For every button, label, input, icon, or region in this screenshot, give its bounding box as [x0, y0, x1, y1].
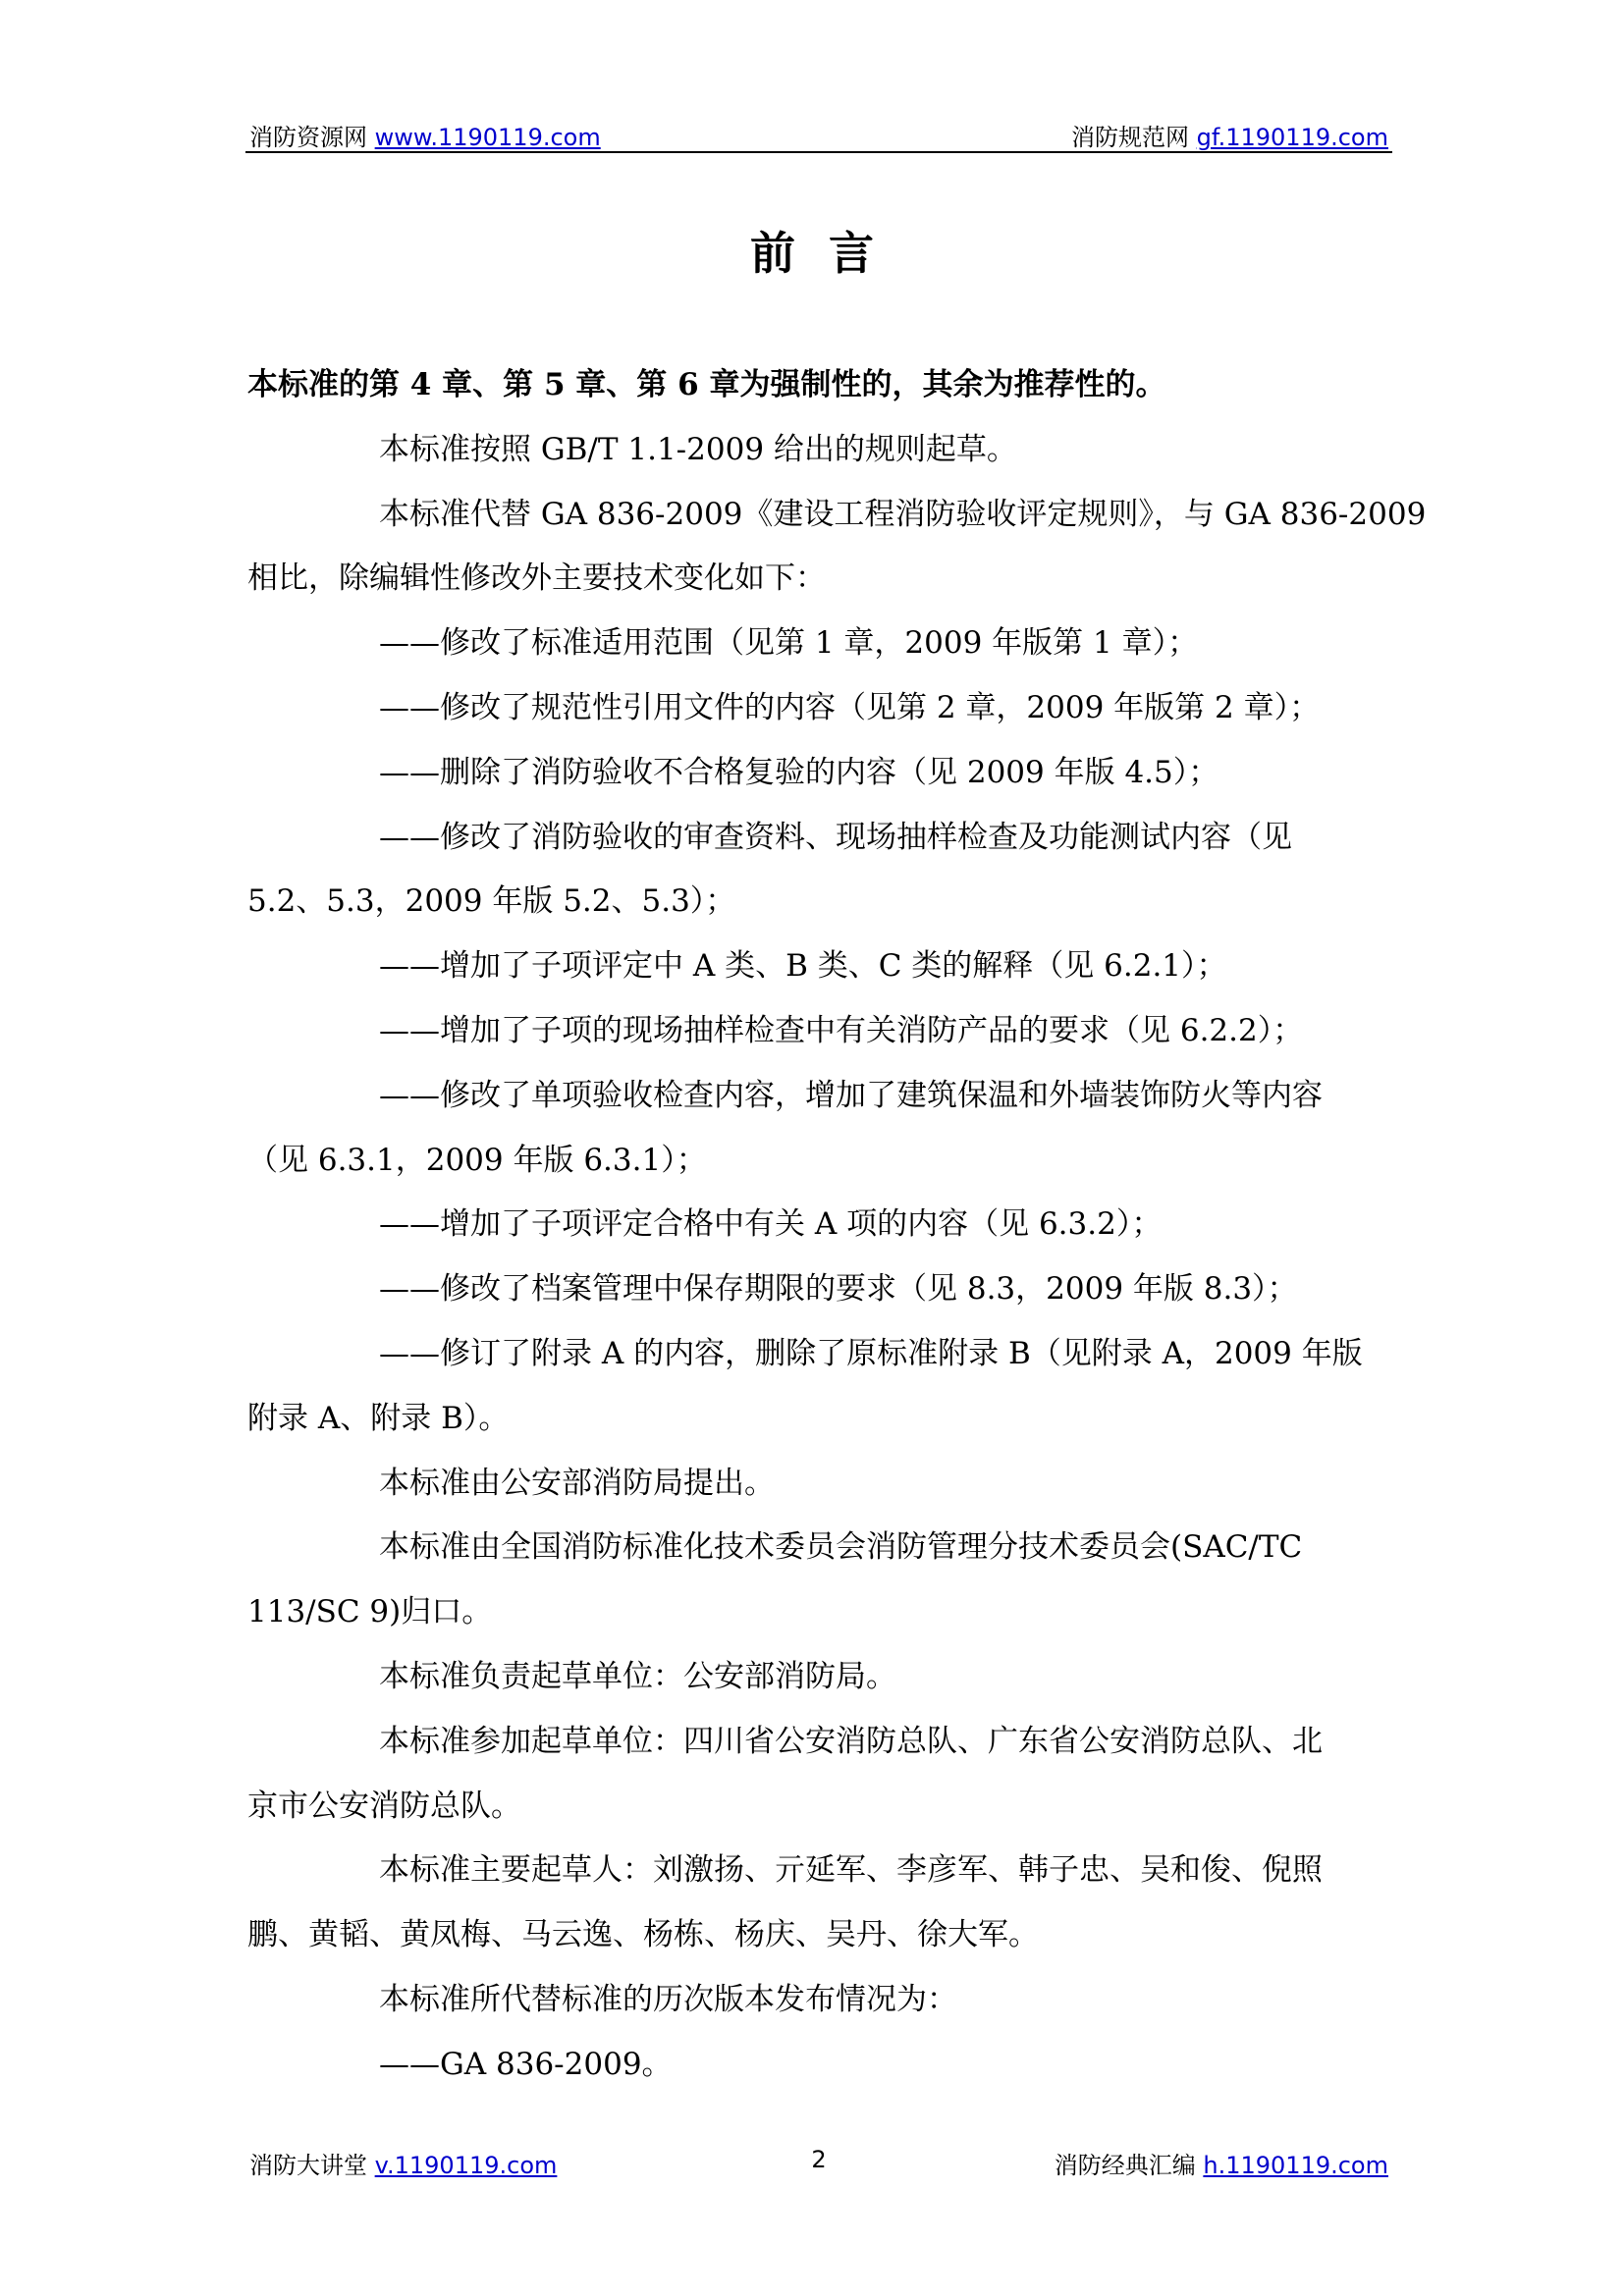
header-left-link[interactable]: www.1190119.com [374, 124, 601, 151]
body-line: ——修改了标准适用范围（见第 1 章，2009 年版第 1 章）； [379, 625, 1199, 662]
body-line: 京市公安消防总队。 [247, 1788, 521, 1824]
document-body [247, 353, 1427, 2098]
body-line: ——删除了消防验收不合格复验的内容（见 2009 年版 4.5）； [379, 754, 1219, 790]
header-right-link[interactable]: gf.1190119.com [1196, 124, 1388, 151]
body-line: ——修改了消防验收的审查资料、现场抽样检查及功能测试内容（见 [379, 819, 1292, 855]
body-line: 本标准主要起草人：刘激扬、亓延军、李彦军、韩子忠、吴和俊、倪照 [379, 1852, 1323, 1889]
footer-right-link[interactable]: h.1190119.com [1203, 2152, 1388, 2179]
body-line: ——增加了子项的现场抽样检查中有关消防产品的要求（见 6.2.2）； [379, 1012, 1304, 1048]
body-line: 本标准代替 GA 836-2009《建设工程消防验收评定规则》，与 GA 836-2009 [379, 496, 1427, 532]
body-line: 鹏、黄韬、黄凤梅、马云逸、杨栋、杨庆、吴丹、徐大军。 [247, 1917, 1039, 1953]
body-line: 本标准由公安部消防局提出。 [379, 1465, 775, 1501]
body-line: 相比，除编辑性修改外主要技术变化如下： [247, 561, 826, 597]
body-line: （见 6.3.1，2009 年版 6.3.1）； [247, 1142, 707, 1178]
page-number: 2 [811, 2146, 827, 2173]
header-left [249, 118, 601, 152]
body-line: 本标准由全国消防标准化技术委员会消防管理分技术委员会(SAC/TC [379, 1529, 1303, 1566]
page-title: 前言 [750, 227, 907, 280]
body-line: ——修改了单项验收检查内容，增加了建筑保温和外墙装饰防火等内容 [379, 1077, 1323, 1113]
body-line: 本标准参加起草单位：四川省公安消防总队、广东省公安消防总队、北 [379, 1723, 1323, 1759]
header-left-site: 消防资源网 [249, 124, 367, 151]
body-line: 113/SC 9)归口。 [247, 1594, 493, 1630]
body-line: 本标准负责起草单位：公安部消防局。 [379, 1658, 896, 1694]
page-header [245, 116, 1392, 153]
footer-right-site: 消防经典汇编 [1054, 2152, 1196, 2179]
body-line: 本标准按照 GB/T 1.1-2009 给出的规则起草。 [379, 431, 1017, 467]
body-line: 本标准所代替标准的历次版本发布情况为： [379, 1981, 957, 2017]
header-right [1071, 118, 1388, 152]
body-line: 附录 A、附录 B）。 [247, 1400, 510, 1436]
body-line: ——修改了规范性引用文件的内容（见第 2 章，2009 年版第 2 章）； [379, 689, 1321, 725]
footer-right [1055, 2146, 1388, 2180]
body-line: ——增加了子项评定中 A 类、B 类、C 类的解释（见 6.2.1）； [379, 948, 1227, 985]
body-line: ——增加了子项评定合格中有关 A 项的内容（见 6.3.2）； [379, 1206, 1163, 1243]
body-line: 本标准的第 4 章、第 5 章、第 6 章为强制性的，其余为推荐性的。 [247, 367, 1166, 402]
page-footer [245, 2144, 1392, 2179]
footer-left-link[interactable]: v.1190119.com [374, 2152, 558, 2179]
body-line: ——修改了档案管理中保存期限的要求（见 8.3，2009 年版 8.3）； [379, 1271, 1298, 1308]
footer-left-site: 消防大讲堂 [249, 2152, 367, 2179]
body-line: 5.2、5.3，2009 年版 5.2、5.3）； [247, 883, 736, 920]
body-line: ——GA 836-2009。 [379, 2046, 673, 2082]
body-line: ——修订了附录 A 的内容，删除了原标准附录 B（见附录 A，2009 年版 [379, 1335, 1363, 1371]
header-right-site: 消防规范网 [1071, 124, 1190, 151]
